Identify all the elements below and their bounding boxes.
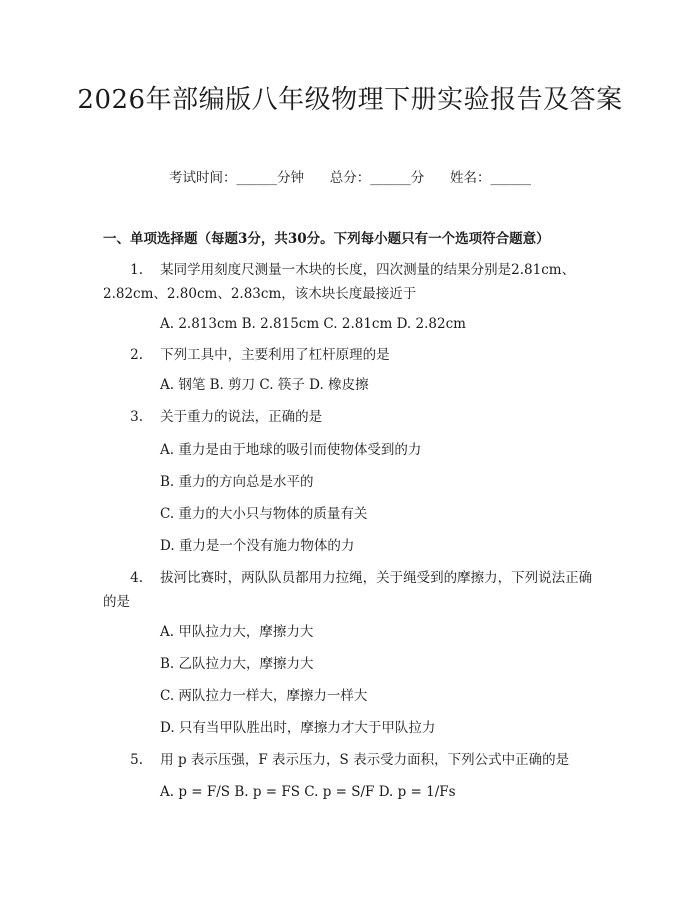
question-4 — [103, 566, 603, 614]
exam-time-unit: 分钟 — [277, 170, 304, 186]
name-label: 姓名： — [450, 170, 491, 186]
question-4-option-a: A. 甲队拉力大，摩擦力大 — [160, 624, 314, 640]
section-title: 一、单项选择题（每题3分，共30分。下列每小题只有一个选项符合题意） — [103, 231, 550, 247]
question-2-options: A. 钢笔 B. 剪刀 C. 筷子 D. 橡皮擦 — [160, 377, 369, 393]
question-3 — [103, 405, 603, 429]
question-number: 5. — [130, 752, 143, 768]
exam-time-blank: ______ — [236, 170, 277, 186]
question-text: 某同学用刻度尺测量一木块的长度，四次测量的结果分别是2.81cm、2.82cm、2.80cm、2.83cm，该木块长度最接近于 — [103, 262, 576, 302]
document-title: 2026年部编版八年级物理下册实验报告及答案 — [77, 85, 623, 115]
question-text: 拔河比赛时，两队队员都用力拉绳，关于绳受到的摩擦力，下列说法正确的是 — [103, 570, 593, 610]
question-text: 用 p 表示压强，F 表示压力，S 表示受力面积，下列公式中正确的是 — [160, 752, 570, 768]
question-4-option-d: D. 只有当甲队胜出时，摩擦力才大于甲队拉力 — [160, 720, 436, 736]
exam-time-label: 考试时间： — [169, 170, 237, 186]
question-1 — [103, 258, 603, 306]
question-text: 关于重力的说法，正确的是 — [160, 409, 323, 425]
question-1-options: A. 2.813cm B. 2.815cm C. 2.81cm D. 2.82cm — [160, 316, 466, 332]
exam-info-line — [0, 168, 700, 188]
total-score-blank: ______ — [370, 170, 411, 186]
total-score-unit: 分 — [410, 170, 425, 186]
question-3-option-a: A. 重力是由于地球的吸引而使物体受到的力 — [160, 442, 422, 458]
question-number: 2. — [130, 347, 143, 363]
question-number: 3. — [130, 409, 143, 425]
question-4-option-b: B. 乙队拉力大，摩擦力大 — [160, 656, 314, 672]
question-5 — [103, 748, 603, 772]
question-2 — [103, 343, 603, 367]
question-number: 1. — [130, 262, 143, 278]
question-5-options: A. p = F/S B. p = FS C. p = S/F D. p = 1/Fs — [160, 784, 456, 800]
question-text: 下列工具中，主要利用了杠杆原理的是 — [160, 347, 390, 363]
question-3-option-d: D. 重力是一个没有施力物体的力 — [160, 538, 355, 554]
question-3-option-c: C. 重力的大小只与物体的质量有关 — [160, 506, 368, 522]
question-number: 4. — [130, 570, 143, 586]
question-4-option-c: C. 两队拉力一样大，摩擦力一样大 — [160, 688, 368, 704]
name-blank: ______ — [490, 170, 531, 186]
question-3-option-b: B. 重力的方向总是水平的 — [160, 474, 314, 490]
total-score-label: 总分： — [329, 170, 371, 186]
